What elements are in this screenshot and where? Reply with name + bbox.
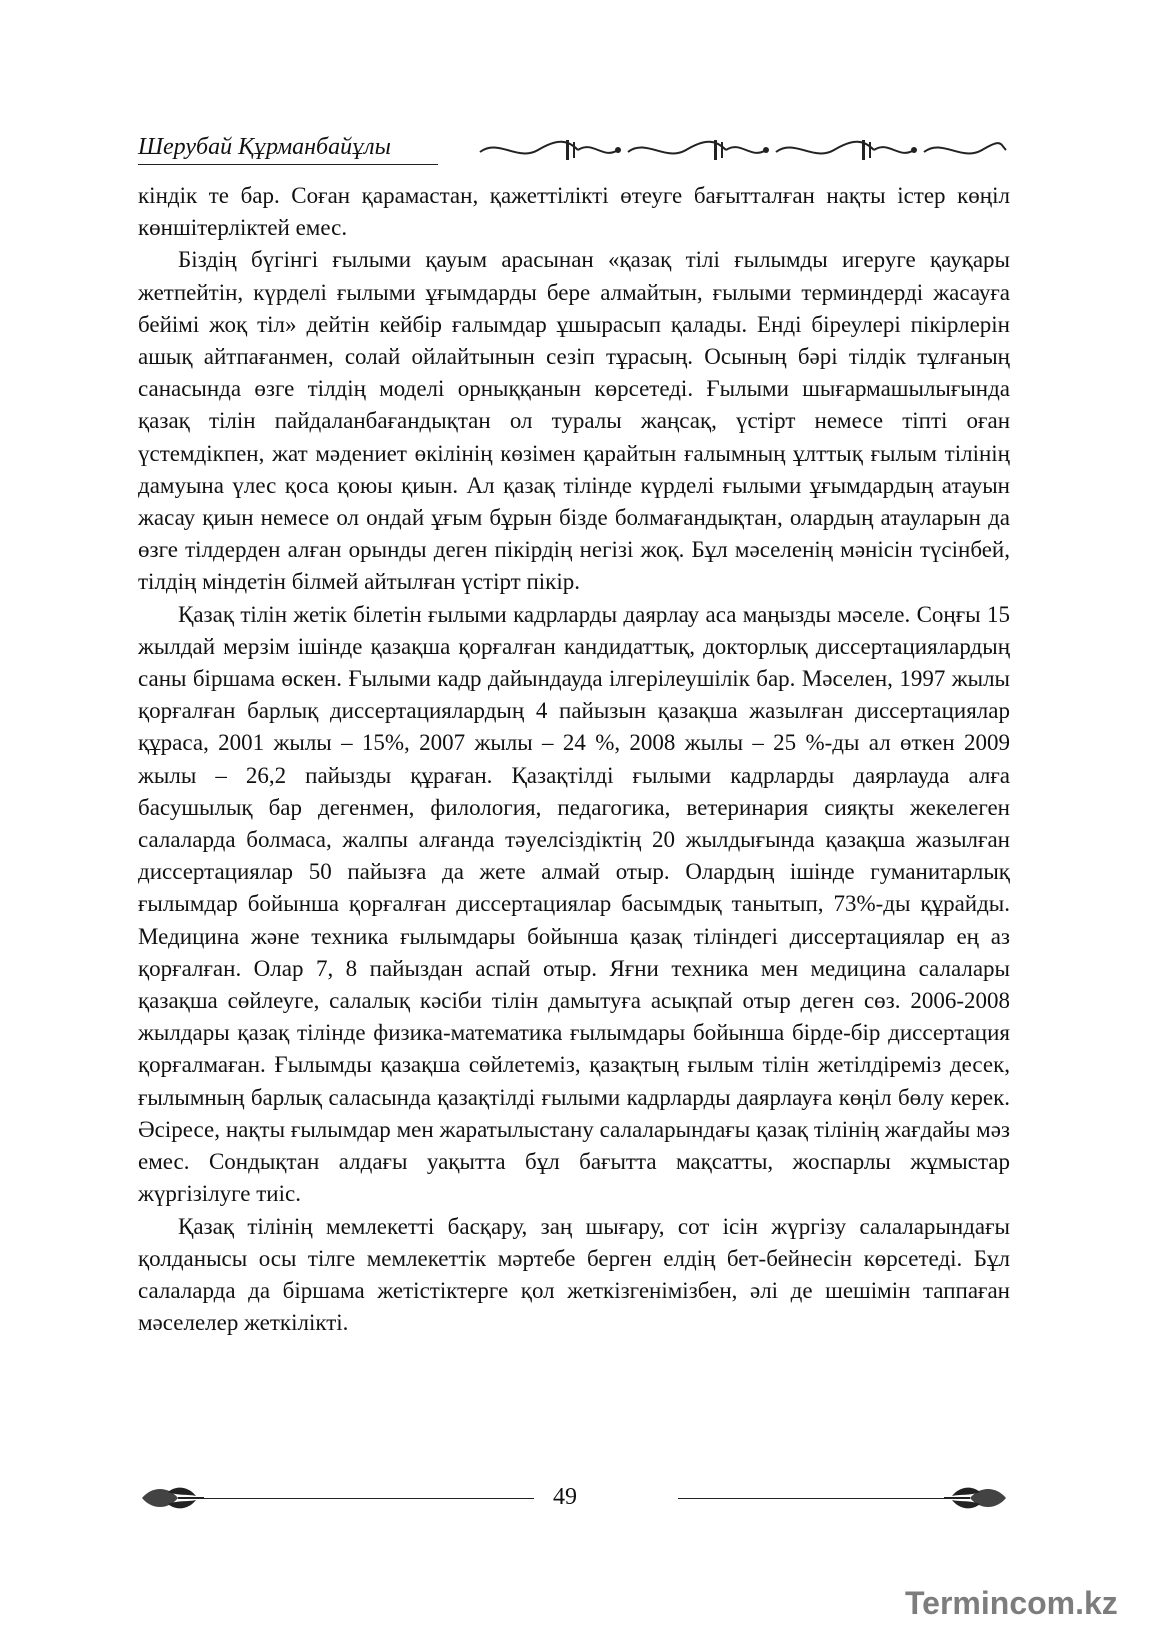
scroll-ornament-icon: [478, 136, 1008, 164]
leaf-ornament-icon: [138, 1482, 204, 1514]
site-watermark: Termincom.kz: [905, 1585, 1118, 1621]
footer-rule: [678, 1498, 958, 1499]
running-header: [138, 134, 1010, 170]
footer-rule: [200, 1498, 580, 1499]
page-number: 49: [534, 1482, 596, 1512]
page-footer: [138, 1478, 1010, 1518]
paragraph: Біздің бүгінгі ғылыми қауым арасынан «қазақ тілі ғылымды игеруге қауқары жетпейтін, күрделі ғылыми ұғымдарды бере алмайтын, ғылыми терминдерді жасауға бейімі жоқ тіл» дейтін кейбір ғалымдар ұшырасып қалады. Енді біреулері пікірлерін ашық айтпағанмен, солай ойлайтынын сезіп тұрасың. Осының бәрі тілдік тұлғаның санасында өзге тілдің моделі орныққанын көрсетеді. Ғылыми шығармашылығында қазақ тілін пайдаланбағандықтан ол туралы жаңсақ, үстірт немесе тіпті оған үстемдікпен, жат мәдениет өкілінің көзімен қарайтын ғалымның ұлттық ғылым тілінің дамуына үлес қоса қоюы қиын. Ал қазақ тілінде күрделі ғылыми ұғымдардың атауын жасау қиын немесе ол ондай ұғым бұрын бізде болмағандықтан, олардың атауларын да өзге тілдерден алған орынды деген пікірдің негізі жоқ. Бұл мәселенің мәнісін түсінбей, тілдің міндетін білмей айтылған үстірт пікір.: [138, 247, 1010, 595]
main-text: [138, 180, 1010, 1339]
leaf-ornament-icon: [944, 1482, 1010, 1514]
paragraph: Қазақ тілін жетік білетін ғылыми кадрларды даярлау аса маңызды мәселе. Соңғы 15 жылдай мерзім ішінде қазақша қорғалған кандидаттық, докторлық диссертациялардың саны біршама өскен. Ғылыми кадр дайындауда ілгерілеушілік бар. Мәселен, 1997 жылы қорғалған барлық диссертациялардың 4 пайызын қазақша жазылған диссертациялар құраса, 2001 жылы – 15%, 2007 жылы – 24 %, 2008 жылы – 25 %-ды ал өткен 2009 жылы – 26,2 пайызды құраған. Қазақтілді ғылыми кадрларды даярлауда алға басушылық бар дегенмен, филология, педагогика, ветеринария сияқты жекелеген салаларда болмаса, жалпы алғанда тәуелсіздіктің 20 жылдығында қазақша жазылған диссертациялар 50 пайызға да жете алмай отыр. Олардың ішінде гуманитарлық ғылымдар бойынша қорғалған диссертациялар басымдық танытып, 73%-ды құрайды. Медицина және техника ғылымдары бойынша қазақ тіліндегі диссертациялар ең аз қорғалған. Олар 7, 8 пайыздан аспай отыр. Яғни техника мен медицина салалары қазақша сөйлеуге, салалық кәсіби тілін дамытуға асықпай отыр деген сөз. 2006-2008 жылдары қазақ тілінде физика-математика ғылымдары бойынша бірде-бір диссертация қорғалмаған. Ғылымды қазақша сөйлетеміз, қазақтың ғылым тілін жетілдіреміз десек, ғылымның барлық саласында қазақтілді ғылыми кадрларды даярлауға көңіл бөлу керек. Әсіресе, нақты ғылымдар мен жаратылыстану салаларындағы қазақ тілінің жағдайы мәз емес. Сондықтан алдағы уақытта бұл бағытта мақсатты, жоспарлы жұмыстар жүргізілуге тиіс.: [138, 601, 1010, 1207]
paragraph: Қазақ тілінің мемлекетті басқару, заң шығару, сот ісін жүргізу салаларындағы қолданысы осы тілге мемлекеттік мәртебе берген елдің бет-бейнесін көрсетеді. Бұл салаларда да біршама жетістіктерге қол жеткізгенімізбен, әлі де шешімін таппаған мәселелер жеткілікті.: [138, 1213, 1010, 1336]
paragraph: кіндік те бар. Соған қарамастан, қажеттілікті өтеуге бағытталған нақты істер көңіл көншітерліктей емес.: [138, 183, 1010, 241]
author-name: Шерубай Құрманбайұлы: [138, 134, 391, 160]
header-rule: [138, 164, 438, 165]
